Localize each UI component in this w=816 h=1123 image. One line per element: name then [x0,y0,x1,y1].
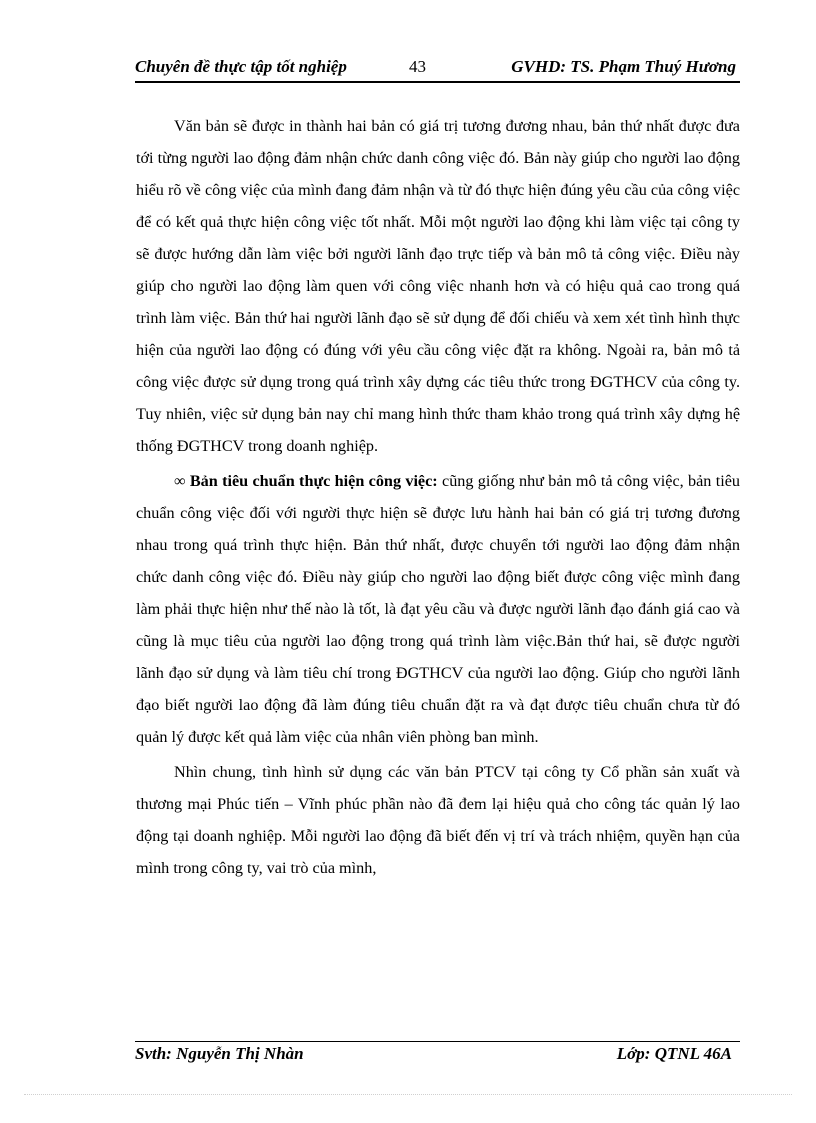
bullet-icon: ∞ [174,472,186,490]
header-advisor: GVHD: TS. Phạm Thuý Hương [511,57,736,76]
paragraph-2 [136,465,740,753]
paragraph-2-text: cũng giống như bản mô tả công việc, bản tiêu chuẩn công việc đối với người thực hiện sẽ được lưu hành hai bản có giá trị tương đương nhau trong quá trình thực hiện. Bản thứ nhất, được chuyển tới người lao động đảm nhận chức danh công việc đó. Điều này giúp cho người lao động biết được công việc mình đang làm phải thực hiện như thế nào là tốt, là đạt yêu cầu và được người lãnh đạo đánh giá cao và cũng là mục tiêu của người lao động trong quá trình làm việc.Bản thứ hai, sẽ được người lãnh đạo sử dụng và làm tiêu chí trong ĐGTHCV của người lao động. Giúp cho người lãnh đạo biết người lao động đã làm đúng tiêu chuẩn đặt ra và đạt được tiêu chuẩn chưa từ đó quản lý được kết quả làm việc của nhân viên phòng ban mình. [136,472,740,746]
document-body [136,110,740,887]
page-edge-dotted-line [24,1094,792,1095]
paragraph-2-lead: Bản tiêu chuẩn thực hiện công việc: [189,472,438,490]
footer-class: Lớp: QTNL 46A [616,1044,732,1063]
paragraph-3: Nhìn chung, tình hình sử dụng các văn bản PTCV tại công ty Cổ phần sản xuất và thương mại Phúc tiến – Vĩnh phúc phần nào đã đem lại hiệu quả cho công tác quản lý lao động tại doanh nghiệp. Mỗi người lao động đã biết đến vị trí và trách nhiệm, quyền hạn của mình trong công ty, vai trò của mình, [136,763,740,877]
page-number: 43 [409,57,426,76]
page-header [135,57,740,83]
footer-student: Svth: Nguyễn Thị Nhàn [135,1044,304,1063]
footer-divider [135,1041,740,1042]
paragraph-1: Văn bản sẽ được in thành hai bản có giá trị tương đương nhau, bản thứ nhất được đưa tới từng người lao động đảm nhận chức danh công việc đó. Bản này giúp cho người lao động hiểu rõ về công việc của mình đang đảm nhận và từ đó thực hiện đúng yêu cầu của công việc để có kết quả thực hiện công việc tốt nhất. Mỗi một người lao động khi làm việc tại công ty sẽ được hướng dẫn làm việc bởi người lãnh đạo trực tiếp và bản mô tả công việc. Điều này giúp cho người lao động làm quen với công việc nhanh hơn và có hiệu quả cao trong quá trình làm việc. Bản thứ hai người lãnh đạo sẽ sử dụng để đối chiếu và xem xét tình hình thực hiện của người lao động có đúng với yêu cầu công việc đặt ra không. Ngoài ra, bản mô tả công việc được sử dụng trong quá trình xây dựng các tiêu thức trong ĐGTHCV của công ty. Tuy nhiên, việc sử dụng bản nay chỉ mang hình thức tham khảo trong quá trình xây dựng hệ thống ĐGTHCV trong doanh nghiệp. [136,117,740,455]
header-title: Chuyên đề thực tập tốt nghiệp [135,57,347,76]
